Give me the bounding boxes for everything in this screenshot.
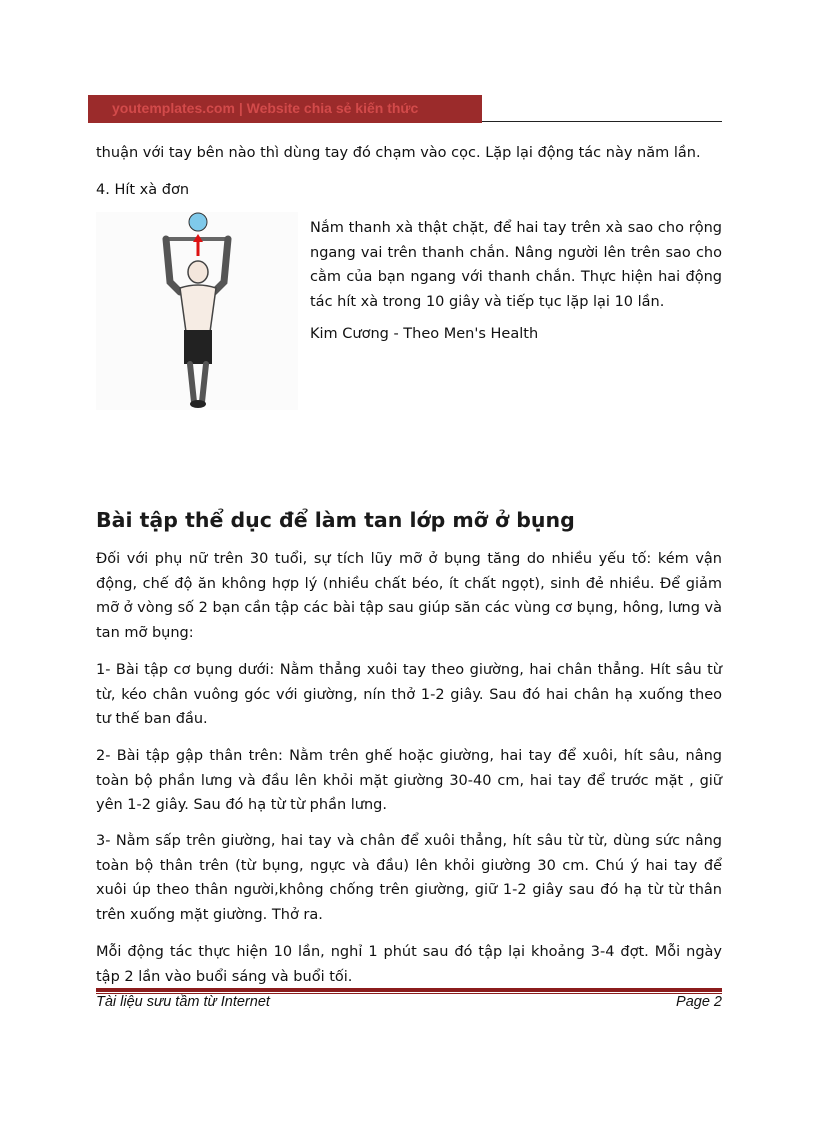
exercise-item: 1- Bài tập cơ bụng dưới: Nằm thẳng xuôi tay theo giường, hai chân thẳng. Hít sâu từ từ, kéo chân vuông góc với giường, nín thở 1-2 giây. Sau đó hai chân hạ xuống theo tư thế ban đầu. <box>96 662 722 727</box>
article-title: Bài tập thể dục để làm tan lớp mỡ ở bụng <box>96 508 575 532</box>
footer-source: Tài liệu sưu tầm từ Internet <box>96 994 270 1010</box>
header-site-label[interactable]: youtemplates.com | Website chia sẻ kiến thức <box>112 100 419 116</box>
section-heading-pullup: 4. Hít xà đơn <box>96 182 190 198</box>
pullup-figure-icon <box>96 212 298 410</box>
pullup-credit: Kim Cương - Theo Men's Health <box>310 326 539 342</box>
exercise-item: 3- Nằm sấp trên giường, hai tay và chân để xuôi thẳng, hít sâu từ từ, dùng sức nâng toàn bộ thân trên (từ bụng, ngực và đầu) lên khỏi giường 30 cm. Chú ý hai tay để xuôi úp theo thân người,không chống trên giường, giữ 1-2 giây sau đó hạ từ từ thân trên xuống mặt giường. Thở ra. <box>96 833 722 923</box>
article-intro: Đối với phụ nữ trên 30 tuổi, sự tích lũy mỡ ở bụng tăng do nhiều yếu tố: kém vận động, chế độ ăn không hợp lý (nhiều chất béo, ít chất ngọt), sinh đẻ nhiều. Để giảm mỡ ở vòng số 2 bạn cần tập các bài tập sau giúp săn các vùng cơ bụng, hông, lưng và tan mỡ bụng: <box>96 551 722 641</box>
exercise-item: 2- Bài tập gập thân trên: Nằm trên ghế hoặc giường, hai tay để xuôi, hít sâu, nâng toàn bộ phần lưng và đầu lên khỏi mặt giường 30-40 cm, hai tay để trước mặt , giữ yên 1-2 giây. Sau đó hạ từ từ phần lưng. <box>96 748 722 813</box>
header-divider <box>482 121 722 122</box>
page-number: Page 2 <box>676 994 722 1010</box>
article-closing: Mỗi động tác thực hiện 10 lần, nghỉ 1 phút sau đó tập lại khoảng 3-4 đợt. Mỗi ngày tập 2 lần vào buổi sáng và buổi tối. <box>96 944 722 985</box>
footer-divider <box>96 988 722 992</box>
pullup-description: Nắm thanh xà thật chặt, để hai tay trên xà sao cho rộng ngang vai trên thanh chắn. Nâng người lên trên sao cho cằm của bạn ngang với thanh chắn. Thực hiện hai động tác hít xà trong 10 giây và tiếp tục lặp lại 10 lần. <box>310 220 722 310</box>
pullup-illustration <box>96 212 298 410</box>
intro-continuation: thuận với tay bên nào thì dùng tay đó chạm vào cọc. Lặp lại động tác này năm lần. <box>96 145 701 161</box>
